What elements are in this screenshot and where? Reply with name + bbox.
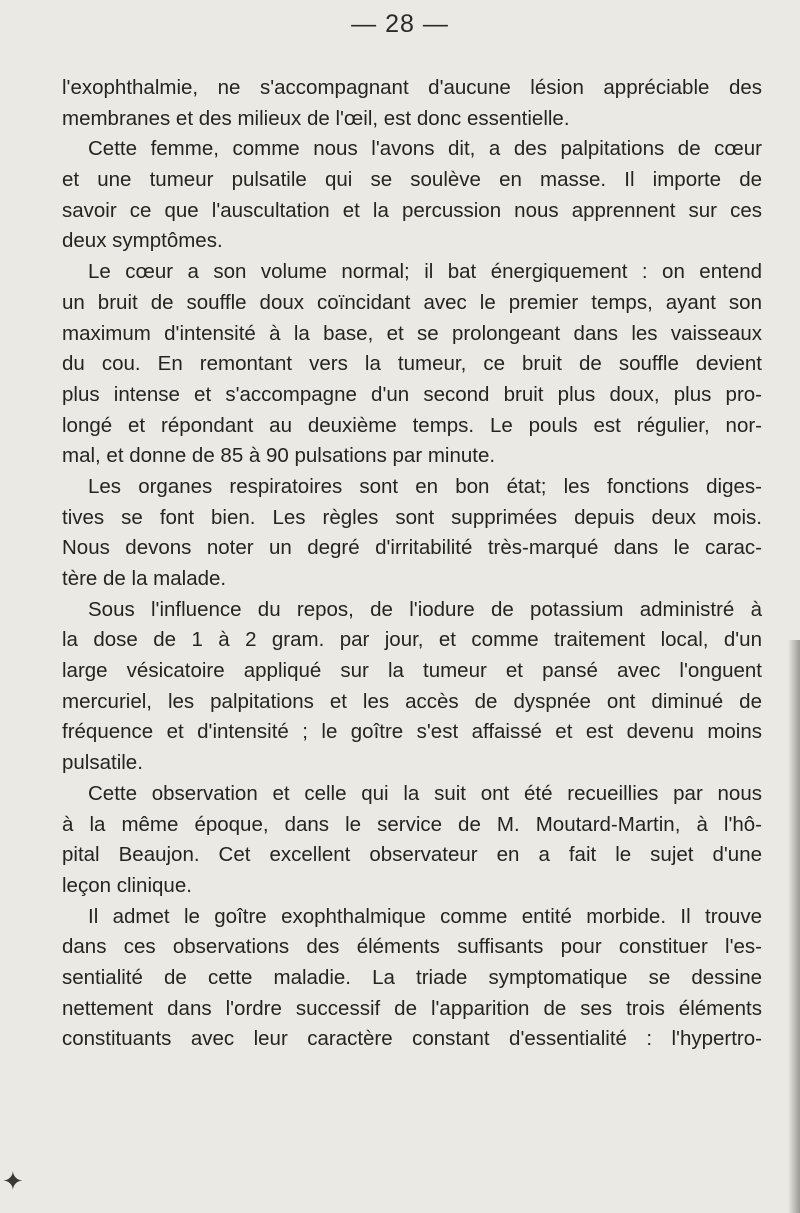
text-line: maximum d'intensité à la base, et se prolongeant dans les vaisseaux <box>62 321 762 345</box>
text-line: deux symptômes. <box>62 229 223 253</box>
text-line: Les organes respiratoires sont en bon état; les fonctions diges- <box>88 474 762 498</box>
text-line: membranes et des milieux de l'œil, est donc essentielle. <box>62 106 570 130</box>
page-number: — 28 — <box>351 10 449 38</box>
text-line: Nous devons noter un degré d'irritabilité très-marqué dans le carac- <box>62 536 762 560</box>
text-line: mal, et donne de 85 à 90 pulsations par minute. <box>62 444 496 468</box>
text-line: leçon clinique. <box>62 873 192 897</box>
text-line: tère de la malade. <box>62 567 227 590</box>
text-line: mercuriel, les palpitations et les accès de dyspnée ont diminué de <box>62 689 762 713</box>
text-line: Cette femme, comme nous l'avons dit, a des palpitations de cœur <box>88 137 762 161</box>
text-line: savoir ce que l'auscultation et la percussion nous apprennent sur ces <box>62 198 762 222</box>
text-line: pulsatile. <box>62 751 143 775</box>
text-line: plus intense et s'accompagne d'un second bruit plus doux, plus pro- <box>62 382 762 406</box>
body-text <box>62 73 762 1055</box>
text-line: large vésicatoire appliqué sur la tumeur et pansé avec l'onguent <box>62 659 762 683</box>
text-line: fréquence et d'intensité ; le goître s'est affaissé et est devenu moins <box>62 720 762 744</box>
page-edge-shadow <box>788 640 800 1213</box>
text-line: à la même époque, dans le service de M. Moutard-Martin, à l'hô- <box>62 812 762 836</box>
text-line: l'exophthalmie, ne s'accompagnant d'aucune lésion appréciable des <box>62 76 762 99</box>
corner-mark-icon: ✦ <box>2 1166 24 1196</box>
text-line: constituants avec leur caractère constant d'essentialité : l'hypertro- <box>62 1027 762 1051</box>
text-line: tives se font bien. Les règles sont supprimées depuis deux mois. <box>62 505 762 529</box>
text-line: Sous l'influence du repos, de l'iodure de potassium administré à <box>88 597 762 621</box>
text-line: et une tumeur pulsatile qui se soulève en masse. Il importe de <box>62 168 762 192</box>
text-line: Il admet le goître exophthalmique comme entité morbide. Il trouve <box>88 904 762 928</box>
text-line: la dose de 1 à 2 gram. par jour, et comme traitement local, d'un <box>62 628 762 652</box>
text-line: Cette observation et celle qui la suit ont été recueillies par nous <box>88 781 762 805</box>
text-line: longé et répondant au deuxième temps. Le pouls est régulier, nor- <box>62 413 762 437</box>
text-line: du cou. En remontant vers la tumeur, ce bruit de souffle devient <box>62 352 762 376</box>
text-line: un bruit de souffle doux coïncidant avec le premier temps, ayant son <box>62 290 762 314</box>
text-line: dans ces observations des éléments suffisants pour constituer l'es- <box>62 935 762 959</box>
text-line: nettement dans l'ordre successif de l'apparition de ses trois éléments <box>62 996 762 1020</box>
text-line: Le cœur a son volume normal; il bat énergiquement : on entend <box>88 260 762 284</box>
text-line: sentialité de cette maladie. La triade symptomatique se dessine <box>62 965 762 989</box>
text-line: pital Beaujon. Cet excellent observateur en a fait le sujet d'une <box>62 843 762 867</box>
